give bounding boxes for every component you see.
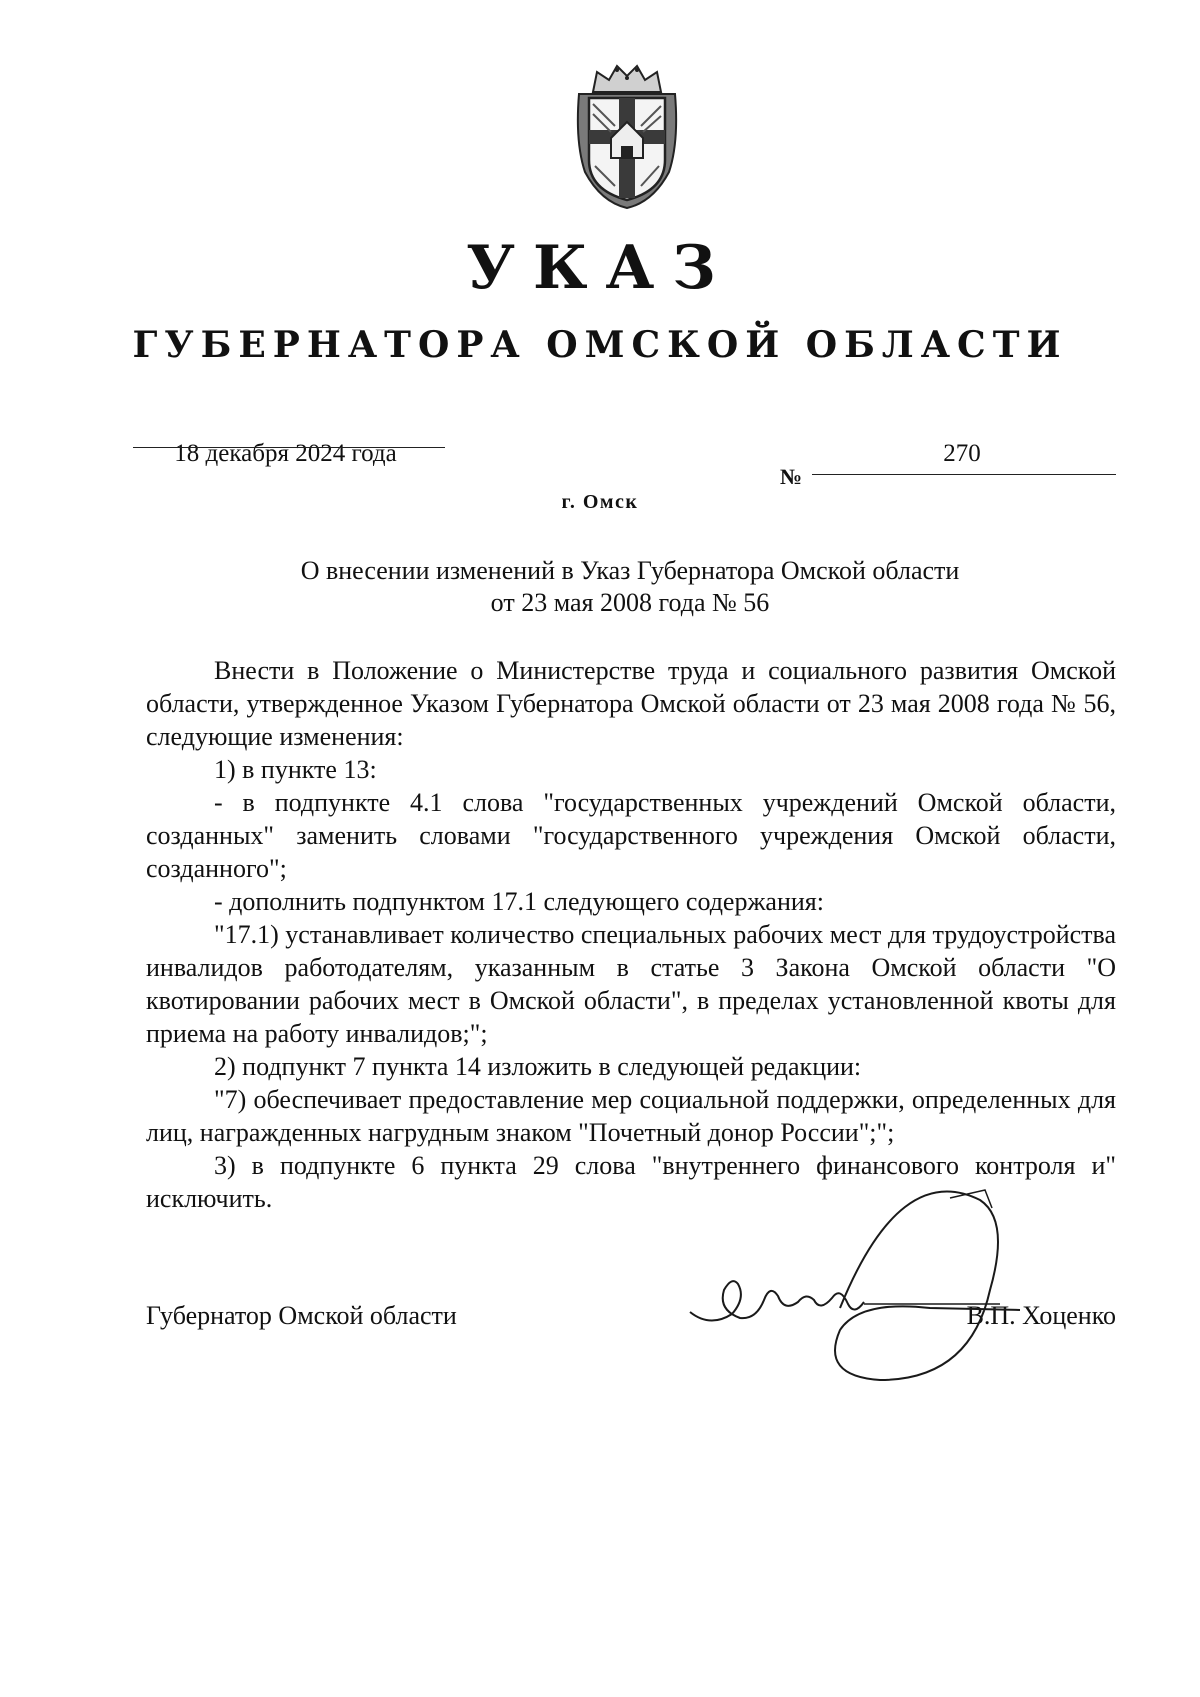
- document-subtitle: ГУБЕРНАТОРА ОМСКОЙ ОБЛАСТИ: [132, 324, 1068, 366]
- date-underline: [133, 447, 445, 448]
- signatory-role: Губернатор Омской области: [146, 1301, 457, 1330]
- number-underline: [812, 474, 1116, 475]
- body-paragraph: - дополнить подпунктом 17.1 следующего содержания:: [214, 887, 824, 916]
- document-date: 18 декабря 2024 года: [174, 440, 397, 467]
- document-subject: [200, 555, 1060, 619]
- body-paragraph: - в подпункте 4.1 слова "государственных учреждений Омской области, созданных" заменить словами "государственного учреждения Омской области, созданного";: [146, 788, 1116, 883]
- handwritten-signature: [680, 1180, 1110, 1400]
- body-paragraph: "7) обеспечивает предоставление мер социальной поддержки, определенных для лиц, награжденных нагрудным знаком "Почетный донор России";";: [146, 1085, 1116, 1147]
- document-number: 270: [943, 440, 981, 467]
- document-body: [146, 654, 1116, 1215]
- document-city: г. Омск: [561, 491, 639, 513]
- body-paragraph: 3) в подпункте 6 пункта 29 слова "внутреннего финансового контроля и" исключить.: [146, 1151, 1116, 1213]
- subject-line: от 23 мая 2008 года № 56: [490, 588, 770, 617]
- body-paragraph: 2) подпункт 7 пункта 14 изложить в следующей редакции:: [214, 1052, 862, 1081]
- body-paragraph: 1) в пункте 13:: [214, 755, 377, 784]
- subject-line: О внесении изменений в Указ Губернатора Омской области: [300, 556, 960, 585]
- document-title: УКАЗ: [466, 233, 734, 303]
- signatory-name: В.П. Хоценко: [966, 1301, 1116, 1330]
- body-paragraph: "17.1) устанавливает количество специальных рабочих мест для трудоустройства инвалидов работодателям, указанным в статье 3 Закона Омской области "О квотировании рабочих мест в Омской области", в пределах установленной квоты для приема на работу инвалидов;";: [146, 920, 1116, 1048]
- body-paragraph: Внести в Положение о Министерстве труда и социального развития Омской области, утвержденное Указом Губернатора Омской области от 23 мая 2008 года № 56, следующие изменения:: [146, 656, 1116, 751]
- coat-of-arms-emblem: [571, 62, 683, 210]
- number-sign: №: [780, 464, 803, 489]
